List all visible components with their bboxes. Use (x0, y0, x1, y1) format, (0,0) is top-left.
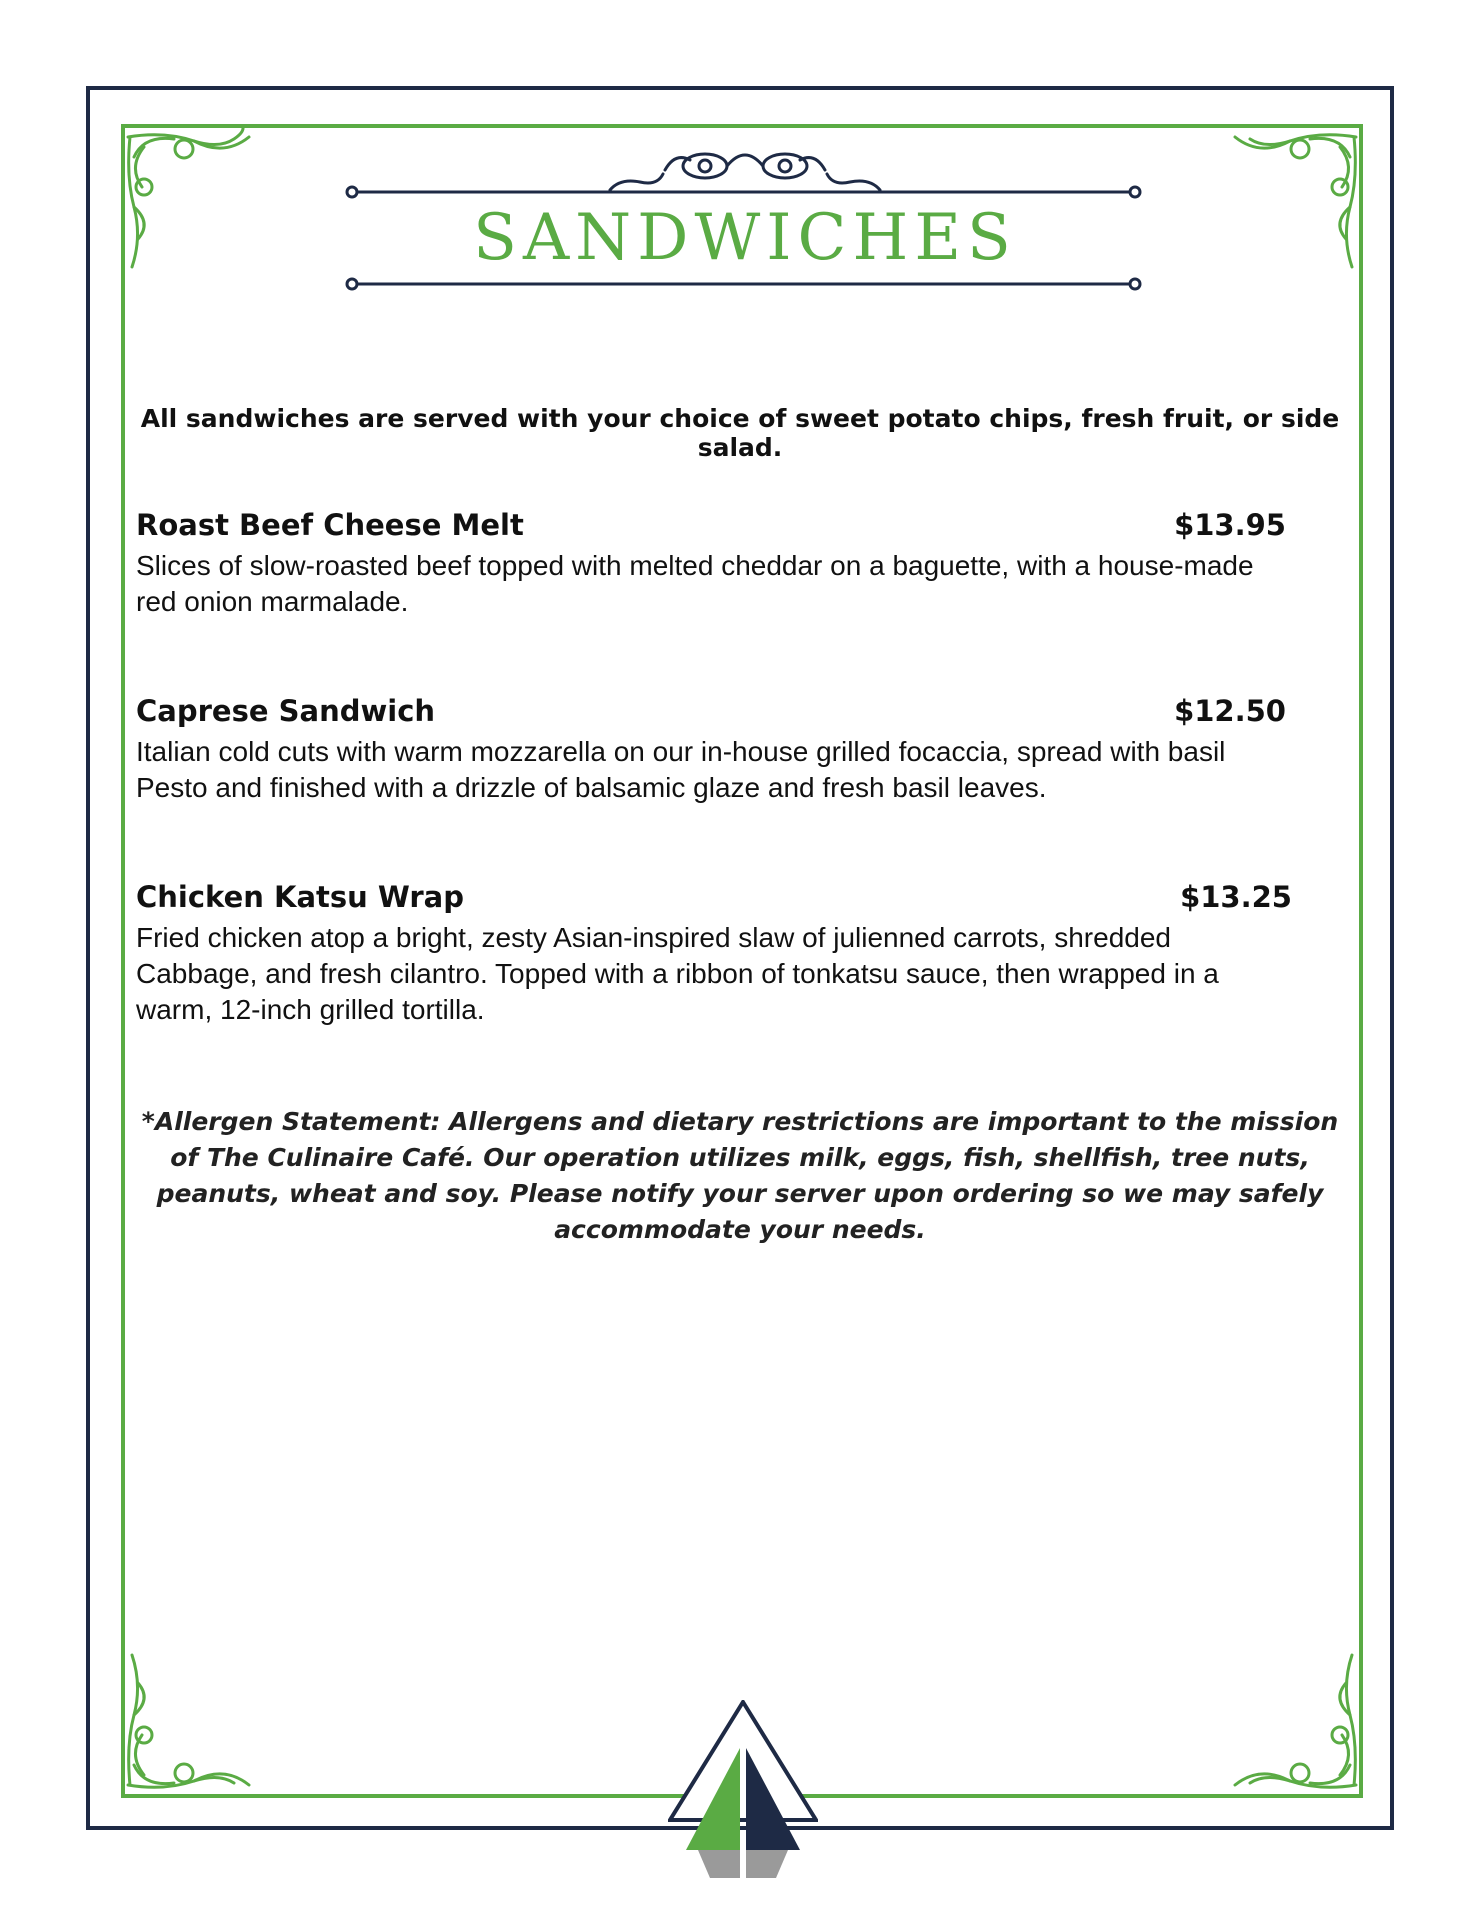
menu-item (136, 880, 1292, 1028)
item-name: Roast Beef Cheese Melt (136, 508, 524, 542)
menu-item (136, 694, 1286, 806)
flourish-corner-icon (1180, 127, 1360, 307)
intro-text: All sandwiches are served with your choice of sweet potato chips, fresh fruit, or side salad. (140, 404, 1340, 462)
item-price: $12.50 (1174, 694, 1286, 728)
item-price: $13.95 (1174, 508, 1286, 542)
menu-item (136, 508, 1286, 620)
allergen-statement: *Allergen Statement: Allergens and dietary restrictions are important to the mission of The Culinaire Café. Our operation utilizes milk, eggs, fish, shellfish, tree nuts, peanuts, wheat and soy. Please notify your server upon ordering so we may safely accommodate your needs. (141, 1107, 1339, 1244)
page-title: SANDWICHES (473, 201, 1017, 275)
triangle-logo-icon (668, 1700, 818, 1885)
item-description: Slices of slow-roasted beef topped with melted cheddar on a baguette, with a house-made red onion marmalade. (136, 550, 1254, 617)
flourish-corner-icon (124, 127, 304, 307)
item-price: $13.25 (1180, 880, 1292, 914)
item-description: Fried chicken atop a bright, zesty Asian-inspired slaw of julienned carrots, shredded Cabbage, and fresh cilantro. Topped with a ribbon of tonkatsu sauce, then wrapped in a warm, 12-inch grilled tortilla. (136, 922, 1219, 1025)
item-name: Chicken Katsu Wrap (136, 880, 464, 914)
item-name: Caprese Sandwich (136, 694, 436, 728)
flourish-corner-icon (124, 1615, 304, 1795)
flourish-corner-icon (1180, 1615, 1360, 1795)
item-description: Italian cold cuts with warm mozzarella on our in-house grilled focaccia, spread with basil Pesto and finished with a drizzle of balsamic glaze and fresh basil leaves. (136, 736, 1226, 803)
